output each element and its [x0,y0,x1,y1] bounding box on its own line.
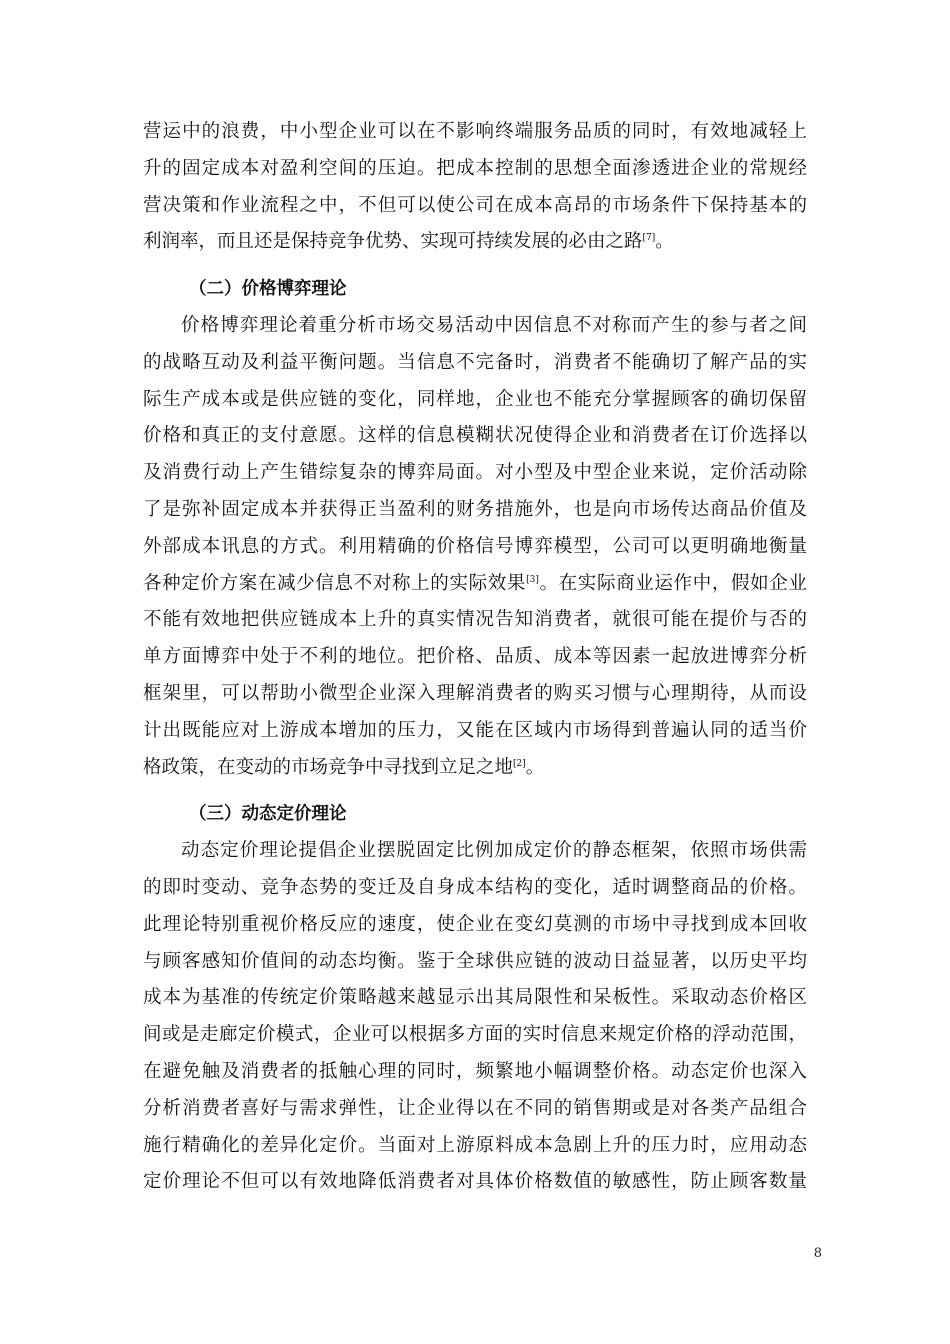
paragraph-intro [143,114,807,261]
text-fragment: 。在实际商业运作中，假如企业 [538,572,807,594]
text-line [143,566,807,603]
text-line: 营决策和作业流程之中，不但可以使公司在成本高昂的市场条件下保持基本的 [143,194,807,216]
text-line: 与顾客感知价值间的动态均衡。鉴于全球供应链的波动日益显著，以历史平均 [143,950,807,972]
section-heading-dynamic-pricing: （三）动态定价理论 [189,804,347,825]
text-line: 价格博弈理论着重分析市场交易活动中因信息不对称而产生的参与者之间 [181,314,807,336]
text-line: 动态定价理论提倡企业摆脱固定比例加成定价的静态框架，依照市场供需 [181,840,807,862]
text-fragment: 各种定价方案在减少信息不对称上的实际效果 [143,572,527,594]
text-fragment: 。 [655,231,674,253]
paragraph-dynamic-pricing [143,833,807,1201]
text-line: 计出既能应对上游成本增加的压力，又能在区域内市场得到普遍认同的适当价 [143,719,807,741]
text-line: 定价理论不但可以有效地降低消费者对具体价格数值的敏感性，防止顾客数量 [143,1171,807,1193]
text-line: 单方面博弈中处于不利的地位。把价格、品质、成本等因素一起放进博弈分析 [143,646,807,668]
text-line: 的战略互动及利益平衡问题。当信息不完备时，消费者不能确切了解产品的实 [143,351,807,373]
body-text [143,114,807,1201]
text-line: 际生产成本或是供应链的变化，同样地，企业也不能充分掌握顾客的确切保留 [143,388,807,410]
citation-3: [3] [526,574,539,585]
text-line: 在避免触及消费者的抵触心理的同时，频繁地小幅调整价格。动态定价也深入 [143,1060,807,1082]
text-line: 此理论特别重视价格反应的速度，使企业在变幻莫测的市场中寻找到成本回收 [143,913,807,935]
text-line: 及消费行动上产生错综复杂的博弈局面。对小型及中型企业来说，定价活动除 [143,462,807,484]
text-line: 价格和真正的支付意愿。这样的信息模糊状况使得企业和消费者在订价选择以 [143,425,807,447]
citation-2: [2] [513,758,526,769]
text-line [143,750,807,787]
text-line: 的即时变动、竞争态势的变迁及自身成本结构的变化，适时调整商品的价格。 [143,876,807,898]
text-line: 框架里，可以帮助小微型企业深入理解消费者的购买习惯与心理期待，从而设 [143,682,807,704]
citation-7: [7] [642,233,656,244]
section-heading-price-game: （二）价格博弈理论 [189,279,347,300]
text-line: 外部成本讯息的方式。利用精确的价格信号博弈模型，公司可以更明确地衡量 [143,535,807,557]
text-fragment: 。 [525,756,545,778]
paragraph-price-game [143,308,807,786]
text-line: 分析消费者喜好与需求弹性，让企业得以在不同的销售期或是对各类产品组合 [143,1097,807,1119]
text-line: 营运中的浪费，中小型企业可以在不影响终端服务品质的同时，有效地减轻上 [143,121,807,142]
text-line: 了是弥补固定成本并获得正当盈利的财务措施外，也是向市场传达商品价值及 [143,498,807,520]
text-line [143,224,807,261]
page-number: 8 [813,1246,822,1261]
text-line: 间或是走廊定价模式，企业可以根据多方面的实时信息来规定价格的浮动范围， [143,1024,807,1046]
text-line: 不能有效地把供应链成本上升的真实情况告知消费者，就很可能在提价与否的 [143,609,807,631]
text-fragment: 格政策，在变动的市场竞争中寻找到立足之地 [143,756,514,778]
text-line: 成本为基准的传统定价策略越来越显示出其局限性和呆板性。采取动态价格区 [143,987,807,1009]
text-line: 升的固定成本对盈利空间的压迫。把成本控制的思想全面渗透进企业的常规经 [143,157,807,179]
text-line: 施行精确化的差异化定价。当面对上游原料成本急剧上升的压力时，应用动态 [143,1134,807,1156]
text-fragment: 利润率，而且还是保持竞争优势、实现可持续发展的必由之路 [143,231,643,253]
